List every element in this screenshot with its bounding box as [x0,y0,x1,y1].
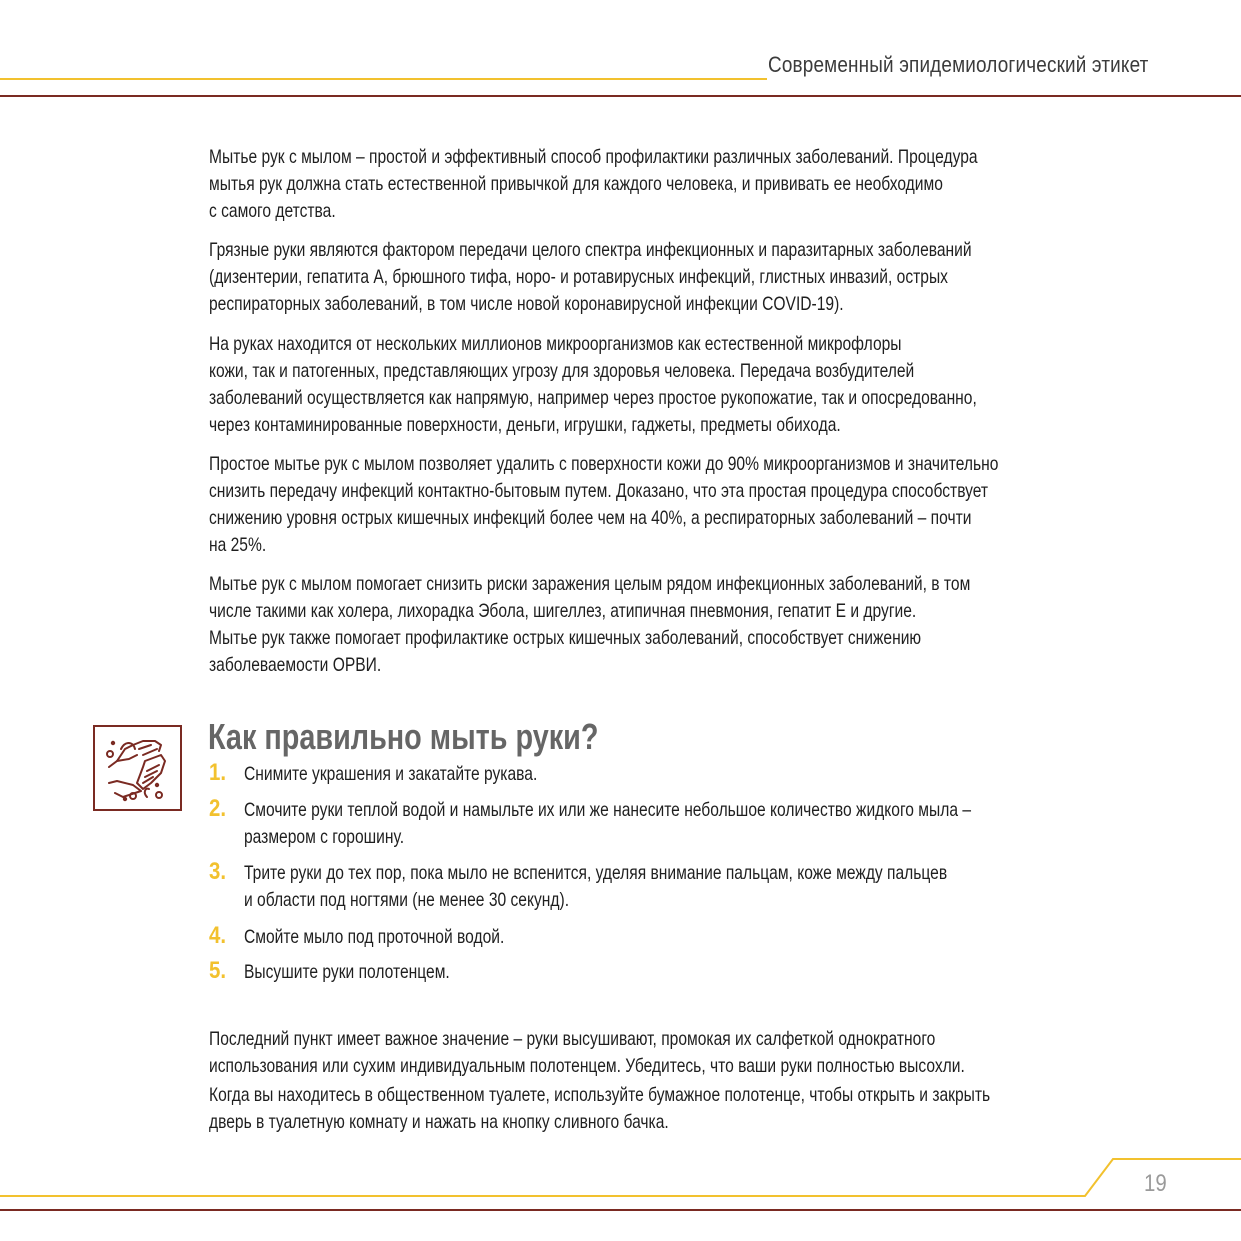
text-line: Грязные руки являются фактором передачи целого спектра инфекционных и паразитарных заболеваний [209,239,972,261]
text-line: снижению уровня острых кишечных инфекций более чем на 40%, а респираторных заболеваний – почти [209,507,972,529]
step-number: 3. [209,858,227,885]
step-text: и области под ногтями (не менее 30 секунд). [244,889,570,911]
text-line: На руках находится от нескольких миллионов микроорганизмов как естественной микрофлоры [209,333,902,355]
text-line: снизить передачу инфекций контактно-бытовым путем. Доказано, что эта простая процедура способствует [209,480,989,502]
step-number: 1. [209,759,227,786]
step-text: Высушите руки полотенцем. [244,961,450,983]
header-red-rule [0,95,1241,97]
text-line: заболеваний осуществляется как напрямую, например через простое рукопожатие, так и опосредованно, [209,387,977,409]
step-text: Трите руки до тех пор, пока мыло не вспенится, уделяя внимание пальцам, коже между пальцев [244,862,948,884]
page-number: 19 [1144,1170,1167,1197]
text-line: Когда вы находитесь в общественном туалете, используйте бумажное полотенце, чтобы открыть и закрыть [209,1084,991,1106]
text-line: Мытье рук с мылом – простой и эффективный способ профилактики различных заболеваний. Процедура [209,146,978,168]
text-line: заболеваемости ОРВИ. [209,654,382,676]
step-text: Смойте мыло под проточной водой. [244,926,505,948]
text-line: дверь в туалетную комнату и нажать на кнопку сливного бачка. [209,1111,669,1133]
step-text: размером с горошину. [244,826,405,848]
text-line: на 25%. [209,534,267,556]
text-line: Мытье рук с мылом помогает снизить риски заражения целым рядом инфекционных заболеваний, в том [209,573,971,595]
text-line: мытья рук должна стать естественной привычкой для каждого человека, и прививать ее необходимо [209,173,943,195]
footer-red-rule [0,1209,1241,1211]
step-number: 4. [209,922,227,949]
text-line: Последний пункт имеет важное значение – руки высушивают, промокая их салфеткой однократного [209,1028,936,1050]
step-text: Снимите украшения и закатайте рукава. [244,763,538,785]
section-heading: Как правильно мыть руки? [208,716,599,757]
text-line: числе такими как холера, лихорадка Эбола, шигеллез, атипичная пневмония, гепатит Е и другие. [209,600,917,622]
step-number: 5. [209,957,227,984]
header-yellow-rule [0,78,767,80]
hand-washing-icon [93,725,182,811]
running-header-title: Современный эпидемиологический этикет [768,52,1149,77]
text-line: респираторных заболеваний, в том числе новой коронавирусной инфекции COVID-19). [209,293,844,315]
step-number: 2. [209,795,227,822]
text-line: Мытье рук также помогает профилактике острых кишечных заболеваний, способствует снижению [209,627,922,649]
text-line: Простое мытье рук с мылом позволяет удалить с поверхности кожи до 90% микроорганизмов и значительно [209,453,999,475]
hand-washing-glyph [95,727,180,809]
text-line: с самого детства. [209,200,336,222]
text-line: использования или сухим индивидуальным полотенцем. Убедитесь, что ваши руки полностью высохли. [209,1055,965,1077]
text-line: через контаминированные поверхности, деньги, игрушки, гаджеты, предметы обихода. [209,414,841,436]
text-line: кожи, так и патогенных, представляющих угрозу для здоровья человека. Передача возбудителей [209,360,915,382]
text-line: (дизентерии, гепатита А, брюшного тифа, норо- и ротавирусных инфекций, глистных инвазий, острых [209,266,948,288]
step-text: Смочите руки теплой водой и намыльте их или же нанесите небольшое количество жидкого мыла – [244,799,972,821]
